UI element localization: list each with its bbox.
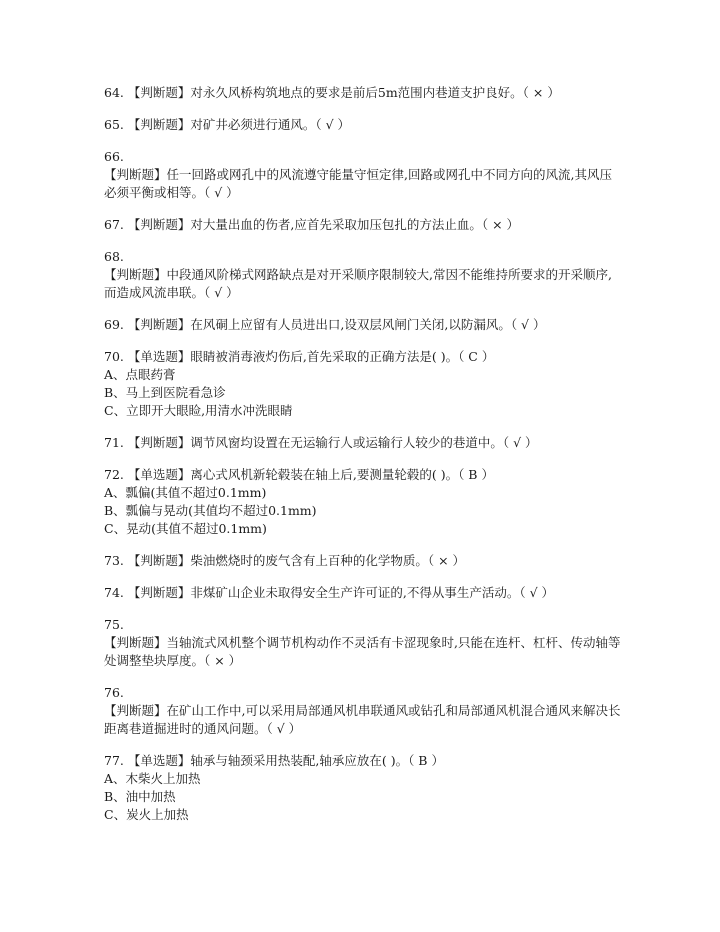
question-number: 70. <box>104 349 124 364</box>
question-number: 73. <box>104 553 124 568</box>
option-b: B、瓢偏与晃动(其值均不超过0.1mm) <box>104 503 317 518</box>
question-77 <box>104 752 624 824</box>
question-65 <box>104 116 624 134</box>
question-text: 【判断题】非煤矿山企业未取得安全生产许可证的,不得从事生产活动。（ √ ） <box>127 585 555 600</box>
option-b: B、油中加热 <box>104 789 176 804</box>
option-a: A、木柴火上加热 <box>104 771 201 786</box>
question-number: 75. <box>104 617 124 632</box>
question-64 <box>104 84 624 102</box>
question-text: 【单选题】轴承与轴颈采用热装配,轴承应放在( )。（ B ） <box>127 753 444 768</box>
question-text: 【判断题】对永久风桥构筑地点的要求是前后5m范围内巷道支护良好。（ × ） <box>127 85 560 100</box>
question-number: 67. <box>104 217 124 232</box>
question-text: 【判断题】对大量出血的伤者,应首先采取加压包扎的方法止血。（ × ） <box>127 217 520 232</box>
question-text: 【判断题】在风硐上应留有人员进出口,设双层风闸门关闭,以防漏风。（ √ ） <box>127 317 546 332</box>
option-c: C、炭火上加热 <box>104 807 189 822</box>
question-number: 72. <box>104 467 124 482</box>
question-number: 74. <box>104 585 124 600</box>
question-66 <box>104 148 624 202</box>
option-a: A、点眼药膏 <box>104 367 176 382</box>
option-c: C、立即开大眼睑,用清水冲洗眼睛 <box>104 403 293 418</box>
question-number: 64. <box>104 85 124 100</box>
question-69 <box>104 316 624 334</box>
question-text: 【判断题】调节风窗均设置在无运输行人或运输行人较少的巷道中。（ √ ） <box>127 435 538 450</box>
question-70 <box>104 348 624 420</box>
question-number: 76. <box>104 685 124 700</box>
question-text: 【判断题】中段通风阶梯式网路缺点是对开采顺序限制较大,常因不能维持所要求的开采顺序,而造成风流串联。（ √ ） <box>104 267 612 300</box>
question-number: 71. <box>104 435 124 450</box>
option-a: A、瓢偏(其值不超过0.1mm) <box>104 485 267 500</box>
question-74 <box>104 584 624 602</box>
question-number: 77. <box>104 753 124 768</box>
question-number: 66. <box>104 149 124 164</box>
question-71 <box>104 434 624 452</box>
question-number: 69. <box>104 317 124 332</box>
question-text: 【判断题】对矿井必须进行通风。（ √ ） <box>127 117 351 132</box>
option-c: C、晃动(其值不超过0.1mm) <box>104 521 267 536</box>
question-list <box>104 84 624 824</box>
question-text: 【判断题】任一回路或网孔中的风流遵守能量守恒定律,回路或网孔中不同方向的风流,其风压必须平衡或相等。（ √ ） <box>104 167 612 200</box>
question-text: 【单选题】眼睛被消毒液灼伤后,首先采取的正确方法是( )。（ C ） <box>127 349 495 364</box>
question-text: 【单选题】离心式风机新轮毂装在轴上后,要测量轮毂的( )。（ B ） <box>127 467 494 482</box>
question-72 <box>104 466 624 538</box>
option-b: B、马上到医院看急诊 <box>104 385 226 400</box>
question-number: 68. <box>104 249 124 264</box>
question-73 <box>104 552 624 570</box>
question-75 <box>104 616 624 670</box>
question-text: 【判断题】柴油燃烧时的废气含有上百种的化学物质。（ × ） <box>127 553 466 568</box>
question-text: 【判断题】在矿山工作中,可以采用局部通风机串联通风或钻孔和局部通风机混合通风来解决长距离巷道掘进时的通风问题。（ √ ） <box>104 703 621 736</box>
question-76 <box>104 684 624 738</box>
question-68 <box>104 248 624 302</box>
question-67 <box>104 216 624 234</box>
question-text: 【判断题】当轴流式风机整个调节机构动作不灵活有卡涩现象时,只能在连杆、杠杆、传动轴等处调整垫块厚度。（ × ） <box>104 635 621 668</box>
question-number: 65. <box>104 117 124 132</box>
